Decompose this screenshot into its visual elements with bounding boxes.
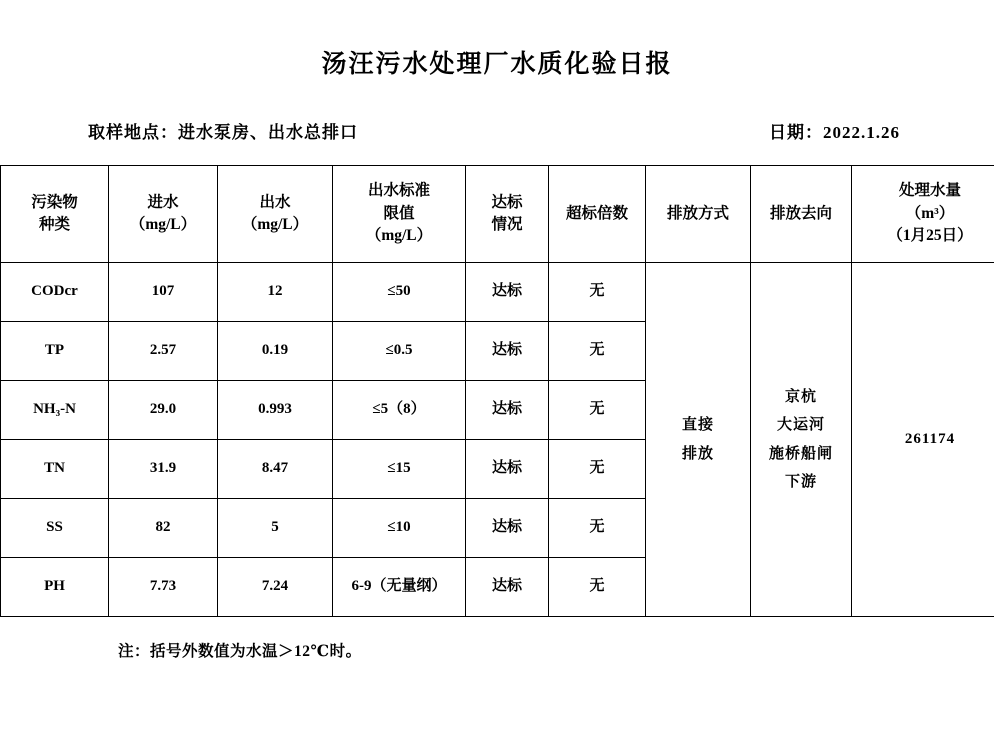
cell-compliance: 达标 bbox=[466, 322, 549, 381]
table-header bbox=[1, 166, 994, 263]
cell-pollutant: NH₃-N bbox=[1, 381, 109, 440]
cell-pollutant: TP bbox=[1, 322, 109, 381]
report-meta bbox=[0, 118, 994, 143]
cell-limit: 6-9（无量纲） bbox=[333, 558, 466, 617]
page-title: 汤汪污水处理厂水质化验日报 bbox=[0, 44, 994, 80]
cell-influent: 2.57 bbox=[109, 322, 218, 381]
cell-influent: 29.0 bbox=[109, 381, 218, 440]
cell-compliance: 达标 bbox=[466, 499, 549, 558]
cell-effluent: 0.19 bbox=[218, 322, 333, 381]
table-row bbox=[1, 263, 994, 322]
header-discharge-destination: 排放去向 bbox=[751, 166, 852, 263]
cell-effluent: 12 bbox=[218, 263, 333, 322]
cell-treated-volume: 261174 bbox=[852, 263, 994, 617]
cell-effluent: 8.47 bbox=[218, 440, 333, 499]
header-compliance: 达标 情况 bbox=[466, 166, 549, 263]
cell-effluent: 5 bbox=[218, 499, 333, 558]
cell-limit: ≤50 bbox=[333, 263, 466, 322]
cell-pollutant: SS bbox=[1, 499, 109, 558]
cell-compliance: 达标 bbox=[466, 440, 549, 499]
header-standard-limit: 出水标准 限值 （mg/L） bbox=[333, 166, 466, 263]
cell-exceed: 无 bbox=[549, 558, 646, 617]
table-body bbox=[1, 263, 994, 617]
cell-discharge-mode: 直接 排放 bbox=[646, 263, 751, 617]
sampling-location: 取样地点：进水泵房、出水总排口 bbox=[88, 118, 358, 143]
cell-influent: 7.73 bbox=[109, 558, 218, 617]
cell-limit: ≤15 bbox=[333, 440, 466, 499]
report-page bbox=[0, 44, 994, 731]
table-header-row bbox=[1, 166, 994, 263]
header-discharge-mode: 排放方式 bbox=[646, 166, 751, 263]
cell-effluent: 7.24 bbox=[218, 558, 333, 617]
cell-compliance: 达标 bbox=[466, 558, 549, 617]
cell-pollutant: TN bbox=[1, 440, 109, 499]
cell-limit: ≤10 bbox=[333, 499, 466, 558]
header-treated-volume: 处理水量 （m³） （1月25日） bbox=[852, 166, 994, 263]
water-quality-table bbox=[0, 165, 994, 617]
report-date: 日期：2022.1.26 bbox=[769, 118, 900, 143]
cell-discharge-destination: 京杭 大运河 施桥船闸 下游 bbox=[751, 263, 852, 617]
cell-influent: 82 bbox=[109, 499, 218, 558]
header-pollutant: 污染物 种类 bbox=[1, 166, 109, 263]
cell-compliance: 达标 bbox=[466, 263, 549, 322]
cell-influent: 107 bbox=[109, 263, 218, 322]
cell-effluent: 0.993 bbox=[218, 381, 333, 440]
cell-exceed: 无 bbox=[549, 322, 646, 381]
cell-pollutant: PH bbox=[1, 558, 109, 617]
cell-limit: ≤0.5 bbox=[333, 322, 466, 381]
table-note: 注：括号外数值为水温＞12℃时。 bbox=[0, 639, 994, 661]
cell-exceed: 无 bbox=[549, 263, 646, 322]
header-effluent: 出水 （mg/L） bbox=[218, 166, 333, 263]
cell-pollutant: CODcr bbox=[1, 263, 109, 322]
cell-influent: 31.9 bbox=[109, 440, 218, 499]
cell-limit: ≤5（8） bbox=[333, 381, 466, 440]
cell-exceed: 无 bbox=[549, 381, 646, 440]
cell-exceed: 无 bbox=[549, 440, 646, 499]
cell-exceed: 无 bbox=[549, 499, 646, 558]
cell-compliance: 达标 bbox=[466, 381, 549, 440]
header-exceed-multiple: 超标倍数 bbox=[549, 166, 646, 263]
header-influent: 进水 （mg/L） bbox=[109, 166, 218, 263]
